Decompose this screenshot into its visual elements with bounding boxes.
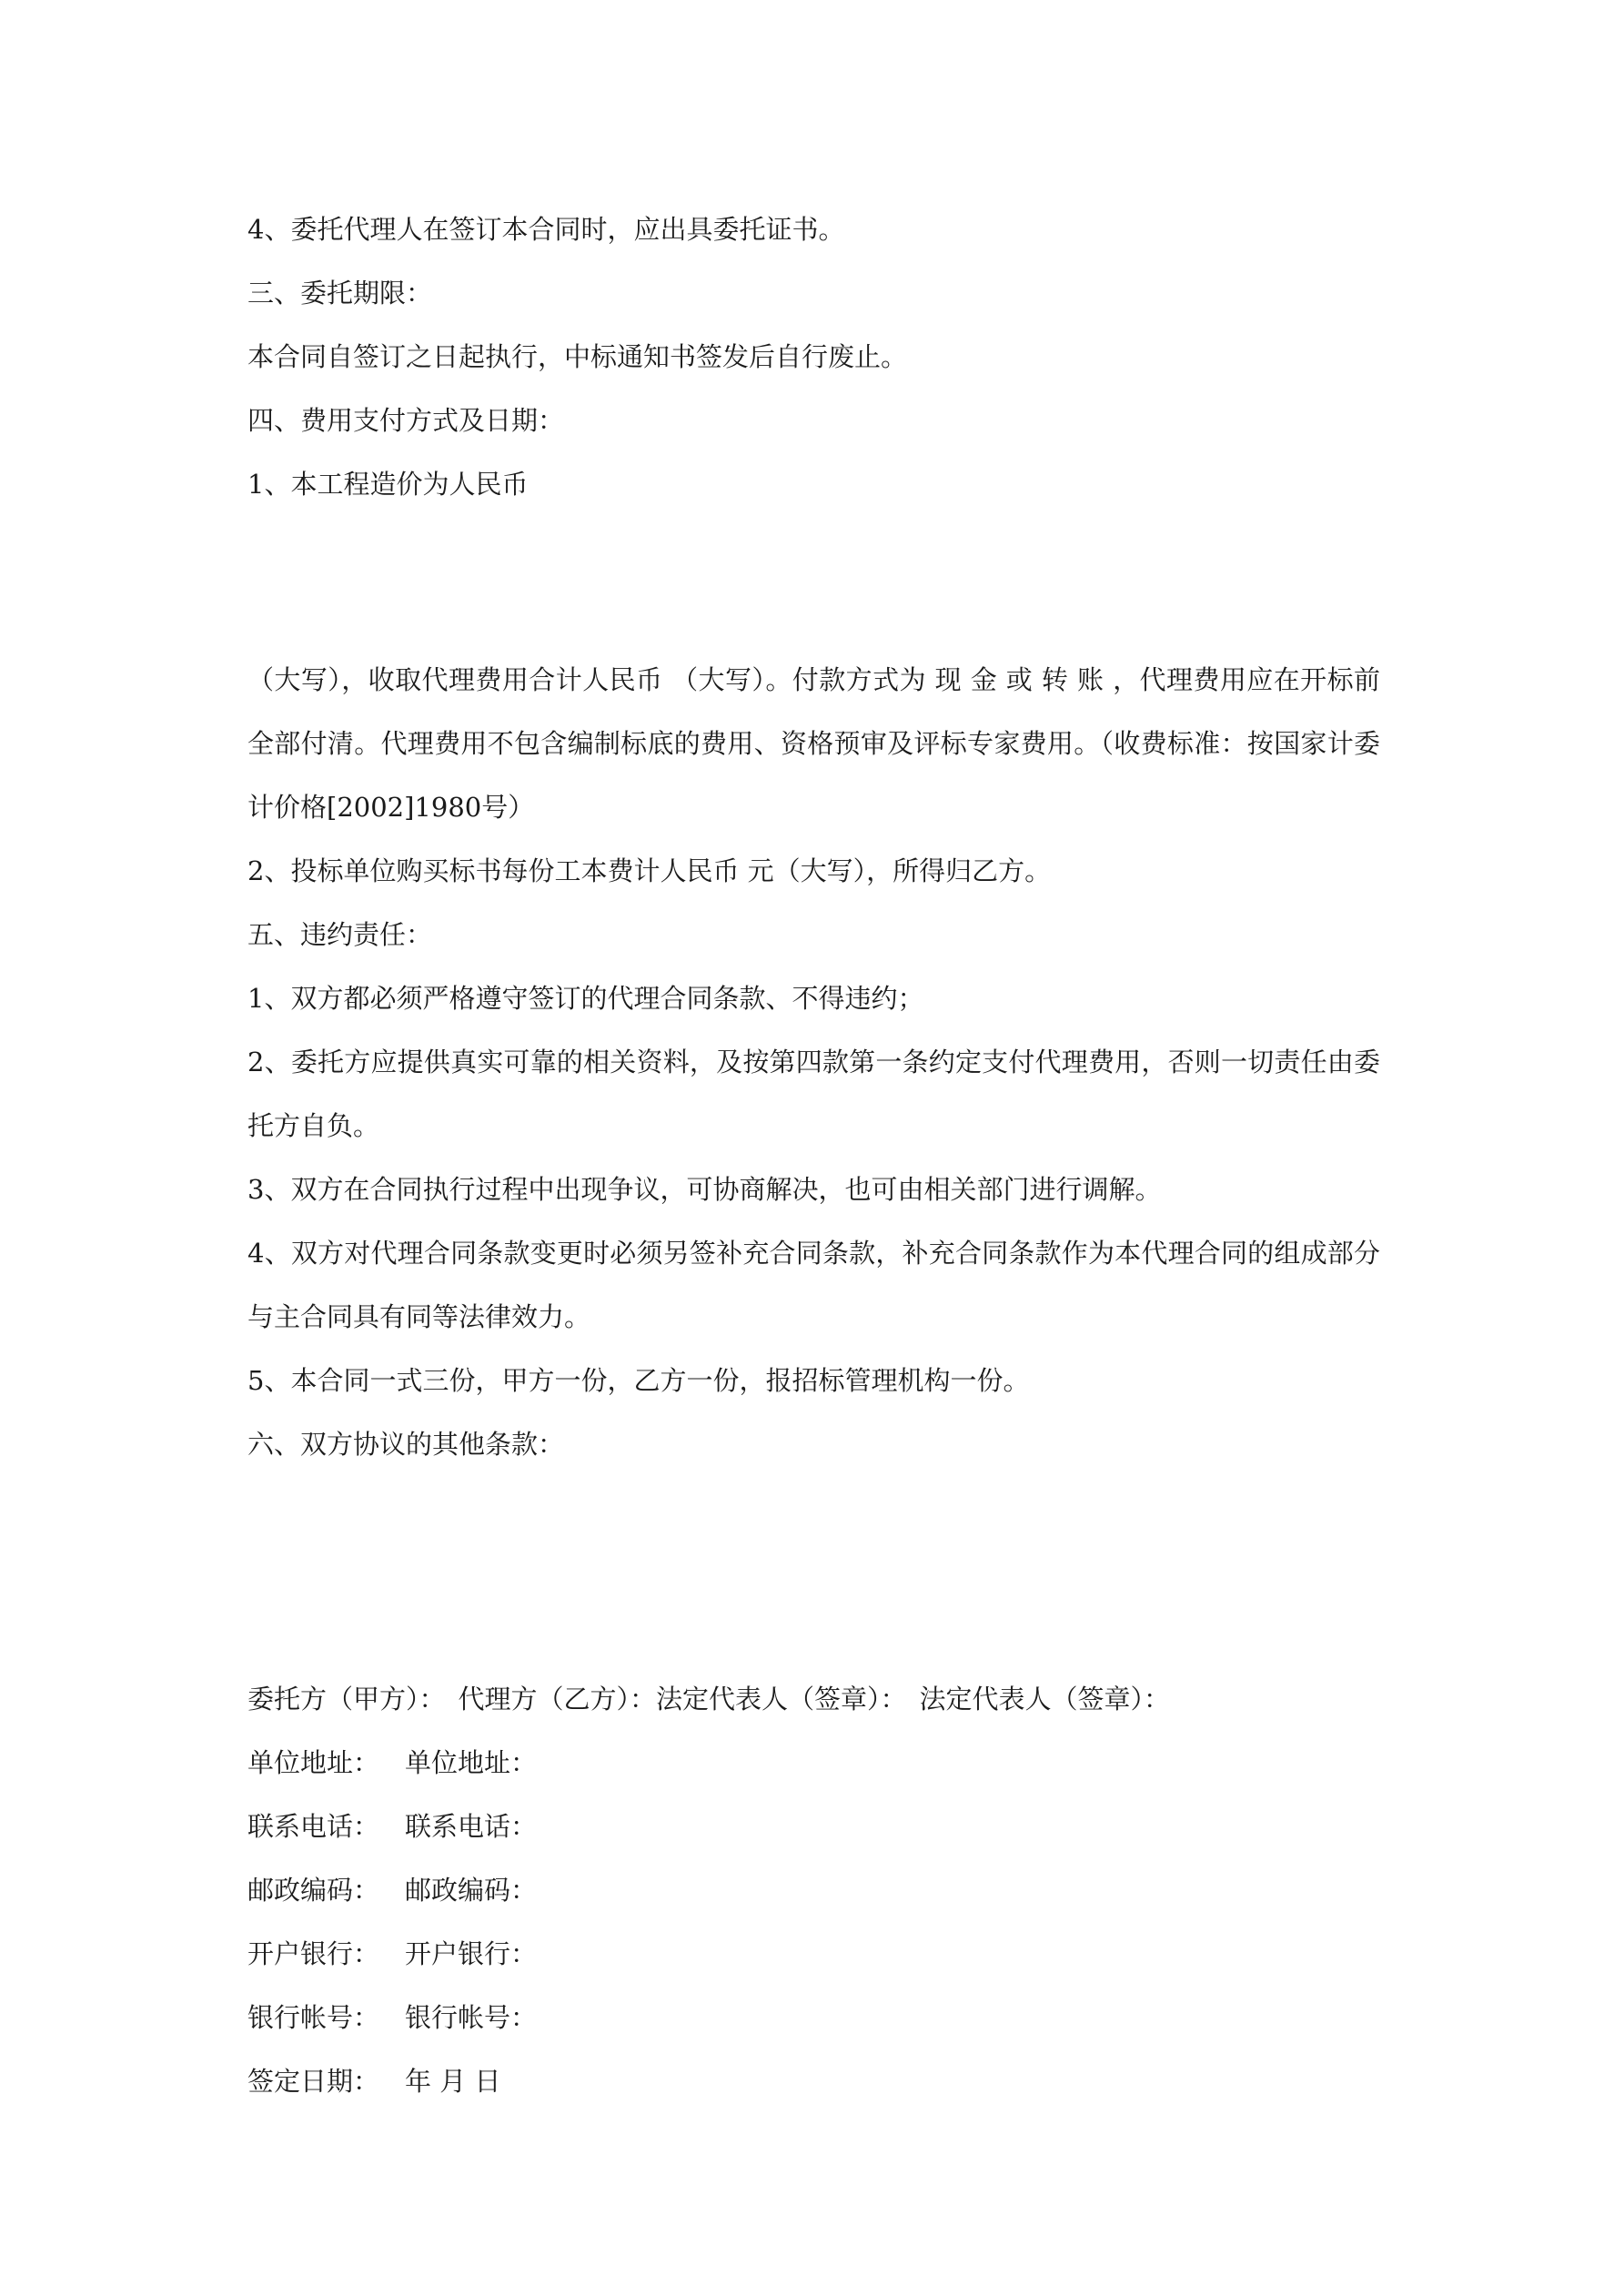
signature-row-phone: [247, 1808, 537, 1845]
sign-date-value: 年 月 日: [405, 2066, 501, 2097]
signature-row-date: [247, 2063, 500, 2099]
party-b-bank-label: 开户银行：: [405, 1938, 538, 1969]
section-3-heading: 三、委托期限：: [247, 278, 433, 308]
section-5-heading: 五、违约责任：: [247, 919, 433, 950]
party-b-phone-label: 联系电话：: [405, 1811, 538, 1842]
section-3-body: 本合同自签订之日起执行，中标通知书签发后自行废止。: [247, 341, 908, 372]
sign-date-label: 签定日期：: [247, 2066, 380, 2097]
section-4-item-2: 2、投标单位购买标书每份工本费计人民币 元（大写），所得归乙方。: [247, 855, 1052, 886]
section-6-heading: 六、双方协议的其他条款：: [247, 1429, 565, 1460]
party-b-address-label: 单位地址：: [405, 1747, 538, 1778]
signature-row-bank: [247, 1936, 537, 1972]
signature-row-address: [247, 1745, 537, 1781]
party-a-account-label: 银行帐号：: [247, 2002, 380, 2033]
clause-4-entrust-certificate: 4、委托代理人在签订本合同时，应出具委托证书。: [247, 214, 845, 245]
party-b-rep-label: 法定代表人（签章）：: [919, 1684, 1171, 1714]
section-5-item-2: 2、委托方应提供真实可靠的相关资料，及按第四款第一条约定支付代理费用，否则一切责任由委托方自负。: [247, 1047, 1380, 1141]
party-a-phone-label: 联系电话：: [247, 1811, 380, 1842]
section-4-item-1: 1、本工程造价为人民币: [247, 469, 529, 500]
signature-row-account: [247, 1999, 537, 2036]
section-5-item-5: 5、本合同一式三份，甲方一份，乙方一份，报招标管理机构一份。: [247, 1365, 1030, 1396]
section-5-item-3: 3、双方在合同执行过程中出现争议，可协商解决，也可由相关部门进行调解。: [247, 1174, 1162, 1205]
party-b-account-label: 银行帐号：: [405, 2002, 538, 2033]
party-b-label: 代理方（乙方）：法定代表人（签章）：: [458, 1684, 907, 1714]
section-5-item-4: 4、双方对代理合同条款变更时必须另签补充合同条款，补充合同条款作为本代理合同的组成部分与主合同具有同等法律效力。: [247, 1238, 1380, 1332]
party-b-postcode-label: 邮政编码：: [405, 1875, 538, 1906]
party-a-postcode-label: 邮政编码：: [247, 1875, 380, 1906]
section-4-fee-paragraph: （大写），收取代理费用合计人民币 （大写）。付款方式为 现 金 或 转 账 ，代理费用应在开标前全部付清。代理费用不包含编制标底的费用、资格预审及评标专家费用。（收费标准：按国家计委计价格[2002]1980号）: [247, 664, 1380, 823]
section-4-heading: 四、费用支付方式及日期：: [247, 405, 565, 436]
section-5-item-1: 1、双方都必须严格遵守签订的代理合同条款、不得违约；: [247, 983, 924, 1014]
signature-header-row: [247, 1681, 1170, 1717]
party-a-label: 委托方（甲方）：: [247, 1684, 446, 1714]
signature-row-postcode: [247, 1872, 537, 1908]
party-a-address-label: 单位地址：: [247, 1747, 380, 1778]
party-a-bank-label: 开户银行：: [247, 1938, 380, 1969]
